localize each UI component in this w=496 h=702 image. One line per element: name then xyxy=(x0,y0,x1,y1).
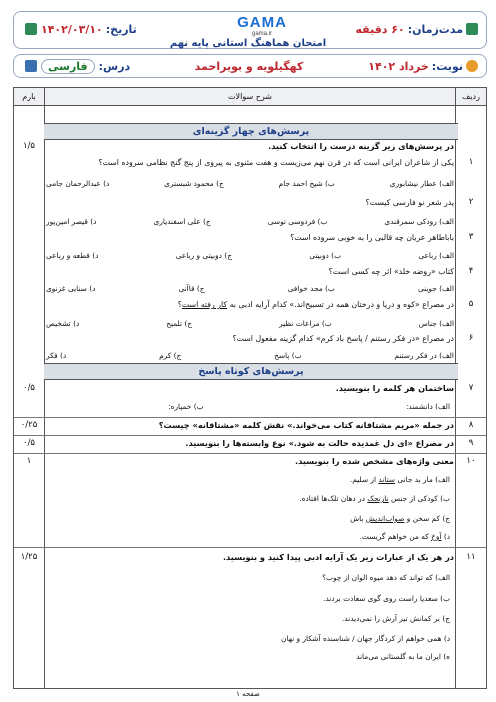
row-divider xyxy=(14,453,486,454)
option-a[interactable]: الف) جناس xyxy=(418,319,454,328)
part-text: ج) کم سخن و xyxy=(404,514,450,523)
section-mcq: پرسش‌های چهار گزینه‌ای xyxy=(44,123,458,140)
options-3 xyxy=(46,250,454,261)
option-c[interactable]: ج) کرم xyxy=(159,351,182,360)
q10-part-a xyxy=(46,474,450,485)
part-a: الف) دانشمند: xyxy=(405,402,450,411)
mcq-score: ۱/۵ xyxy=(23,141,35,151)
question-number: ۵ xyxy=(468,299,474,309)
question-text-underlined: کار رفته است xyxy=(181,300,228,309)
option-b[interactable]: ب) فردوسی توسی xyxy=(267,217,328,226)
part-underlined: ستاند xyxy=(378,475,395,484)
logo-text: GAMA xyxy=(237,14,287,31)
part-underlined: صواب‌اندیش xyxy=(365,514,405,523)
question-text-part: ؟ xyxy=(177,300,182,309)
table-header xyxy=(14,88,486,106)
option-b[interactable]: ب) پاسخ xyxy=(274,351,302,360)
part-underlined: آوخ xyxy=(431,532,442,541)
row-divider xyxy=(14,417,486,418)
question-text: در هر یک از عبارات زیر یک آرایه ادبی پیدا کنید و بنویسید. xyxy=(222,552,454,562)
question-text: کتاب «روضه خلد» اثر چه کسی است؟ xyxy=(328,267,454,276)
option-a[interactable]: الف) رباعی xyxy=(418,251,454,260)
option-d[interactable]: د) قطعه و رباعی xyxy=(46,251,99,260)
col-desc: شرح سوالات xyxy=(228,92,272,101)
divider xyxy=(44,88,45,688)
question-score: ۰/۵ xyxy=(23,383,35,393)
part-text: در دهان تلک‌ها افتاده. xyxy=(299,494,368,503)
question-text: یکی از شاعران ایرانی است که در قرن نهم می‌زیست و هفت مثنوی به پیروی از پنج گنج نظامی سروده است؟ xyxy=(98,158,454,167)
option-b[interactable]: ب) مجد خوافی xyxy=(287,284,335,293)
question-score: ۰/۵ xyxy=(23,438,35,448)
option-b[interactable]: ب) شیخ احمد جام xyxy=(278,179,335,188)
col-score: بارم xyxy=(22,92,36,101)
option-a[interactable]: الف) در فکر رستنم xyxy=(394,351,454,360)
option-d[interactable]: د) قیصر امین‌پور xyxy=(46,217,97,226)
subject-label: درس: xyxy=(98,59,131,73)
option-c[interactable]: ج) محمود شبستری xyxy=(164,179,224,188)
mcq-intro: در پرسش‌های زیر گزینه درست را انتخاب کنید. xyxy=(268,141,454,151)
question-text: ساختمان هر کلمه را بنویسید. xyxy=(335,383,454,393)
question-score: ۱ xyxy=(26,456,32,466)
exam-table xyxy=(13,87,487,689)
q10-part-b xyxy=(46,493,450,504)
part-text: از سلیم. xyxy=(349,475,379,484)
duration-label: مدت‌زمان: xyxy=(407,22,463,36)
question-text: در جمله «مریم مشتاقانه کتاب می‌خواند.» نقش کلمه «مشتاقانه» چیست؟ xyxy=(158,420,454,430)
col-row: ردیف xyxy=(462,92,480,101)
part-text: الف) مار بد جانی xyxy=(395,475,450,484)
row-divider xyxy=(14,435,486,436)
option-d[interactable]: د) سنایی غزنوی xyxy=(46,284,96,293)
books-icon xyxy=(25,60,37,72)
option-b[interactable]: ب) مراعات نظیر xyxy=(279,319,332,328)
options-4 xyxy=(46,283,454,294)
section-short: پرسش‌های کوتاه پاسخ xyxy=(44,363,458,380)
question-number: ۷ xyxy=(468,383,474,393)
session xyxy=(368,57,478,75)
question-text: در مصراع «در فکر رستنم / پاسخ باد کرم» کدام گزینه مفعول است؟ xyxy=(232,334,454,343)
part-text: د) xyxy=(441,532,450,541)
option-a[interactable]: الف) رودکی سمرقندی xyxy=(384,217,454,226)
option-d[interactable]: د) تشخیص xyxy=(46,319,80,328)
subject xyxy=(22,57,130,75)
option-d[interactable]: د) عبدالرحمان جامی xyxy=(46,179,110,188)
options-1 xyxy=(46,178,454,189)
date-label: تاریخ: xyxy=(105,22,137,36)
question-text xyxy=(46,299,454,310)
q10-part-d xyxy=(46,531,450,542)
question-text: باباطاهر عریان چه قالبی را به خوبی سروده است؟ xyxy=(290,233,454,242)
options-5 xyxy=(46,318,454,329)
subject-value: فارسی xyxy=(41,59,95,74)
part-text: ب) کودکی از جنس xyxy=(388,494,450,503)
logo xyxy=(226,14,298,37)
option-c[interactable]: ج) علی اسفندیاری xyxy=(153,217,211,226)
question-number: ۴ xyxy=(468,266,474,276)
q11-part-d: د) همی خواهم از کردگار جهان / شناسنده آشکار و نهان xyxy=(281,634,450,643)
question-text: پدر شعر نو فارسی کیست؟ xyxy=(365,198,454,207)
date-value: ۱۴۰۲/۰۳/۱۰ xyxy=(41,22,103,36)
question-score: ۰/۲۵ xyxy=(20,420,38,430)
q7-parts xyxy=(46,401,450,412)
option-c[interactable]: ج) قاآنی xyxy=(178,284,205,293)
options-2 xyxy=(46,216,454,227)
part-b: ب) خمپاره: xyxy=(168,402,204,411)
option-c[interactable]: ج) دوبیتی و رباعی xyxy=(175,251,232,260)
question-text: در مصراع «ای دل غمدیده حالت به شود.» نوع وابسته‌ها را بنویسید. xyxy=(185,438,454,448)
question-number: ۱۱ xyxy=(466,552,476,562)
calendar-icon xyxy=(25,23,37,35)
question-number: ۶ xyxy=(468,333,474,343)
question-number: ۲ xyxy=(468,197,474,207)
option-b[interactable]: ب) دوبیتی xyxy=(309,251,342,260)
exam-title: امتحان هماهنگ استانی پایه نهم xyxy=(169,38,327,49)
page-number: صفحه ۱ xyxy=(236,690,260,698)
logo-sub: gama.ir xyxy=(251,31,272,37)
province-name: کهگیلویه و بویراحمد xyxy=(194,59,304,73)
q10-part-c xyxy=(46,513,450,524)
q11-part-e: ه) ایران ما به گلستانی می‌ماند xyxy=(356,652,450,661)
q11-part-c: ج) بر کمانش تیر آرش را نمی‌دیدند. xyxy=(341,614,450,623)
province xyxy=(184,57,314,75)
question-text-part: در مصراع «کوه و دریا و درختان همه در تسبیح‌اند.» کدام آرایه ادبی به xyxy=(229,300,454,309)
option-c[interactable]: ج) تلمیح xyxy=(166,319,193,328)
question-score: ۱/۲۵ xyxy=(20,552,38,562)
part-underlined: نارنجک xyxy=(367,494,389,503)
question-number: ۹ xyxy=(468,438,474,448)
option-a[interactable]: الف) جوینی xyxy=(417,284,454,293)
question-number: ۱ xyxy=(468,157,474,167)
header-bottom xyxy=(13,54,487,78)
question-number: ۳ xyxy=(468,232,474,242)
clock-icon xyxy=(466,23,478,35)
question-number: ۱۰ xyxy=(466,456,476,466)
bell-icon xyxy=(466,60,478,72)
session-label: نوبت: xyxy=(431,59,463,73)
options-6 xyxy=(46,350,454,361)
q11-part-b: ب) سعدیا راست روی گوی سعادت بردند. xyxy=(323,594,450,603)
question-number: ۸ xyxy=(468,420,474,430)
duration-value: ۶۰ دقیقه xyxy=(355,22,405,36)
option-d[interactable]: د) فکر xyxy=(46,351,67,360)
session-value: خرداد ۱۴۰۲ xyxy=(368,59,429,73)
part-text: که من خواهم گریست. xyxy=(359,532,432,541)
q11-part-a: الف) که تواند که دهد میوه الوان از چوب؟ xyxy=(322,573,450,582)
row-divider xyxy=(14,547,486,548)
part-text: باش xyxy=(350,514,366,523)
option-a[interactable]: الف) عطار نیشابوری xyxy=(389,179,454,188)
question-text: معنی واژه‌های مشخص شده را بنویسید. xyxy=(294,456,454,466)
